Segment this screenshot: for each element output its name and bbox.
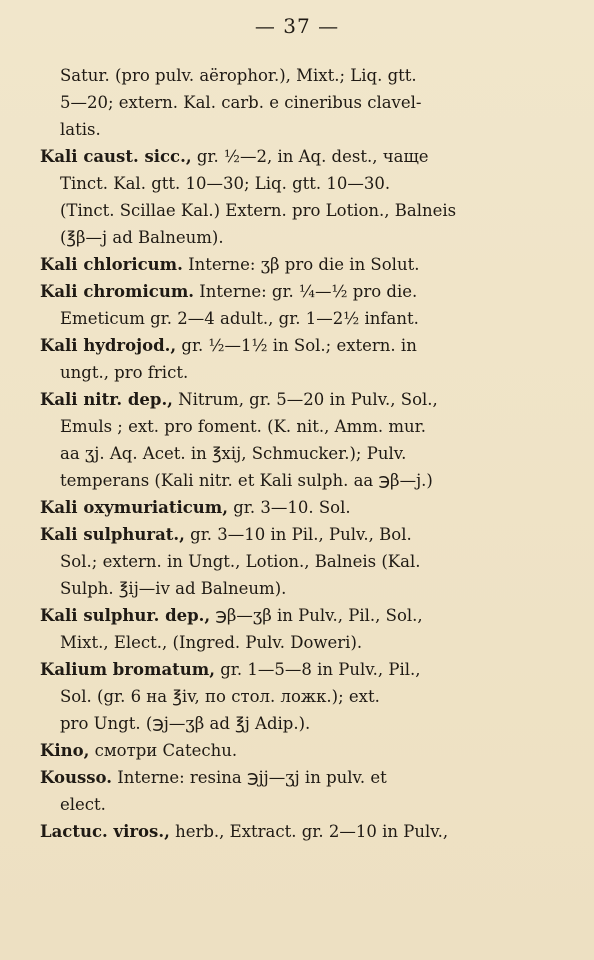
entry-line <box>40 575 550 602</box>
entry <box>40 656 550 737</box>
entry <box>40 62 550 143</box>
entry-text: Interne: resina ℈jj—ʒj in pulv. et <box>112 768 387 787</box>
entry-text: herb., Extract. gr. 2—10 in Pulv., <box>169 822 449 841</box>
entry <box>40 818 550 845</box>
entry-term: Kousso. <box>40 768 113 787</box>
entry-term: Kino, <box>40 741 90 760</box>
entry <box>40 251 550 278</box>
entry-line <box>40 764 550 791</box>
entry-text: (Tinct. Scillae Kal.) Extern. pro Lotion., Balneis <box>60 201 457 220</box>
entry-line <box>40 143 550 170</box>
entry-text: Interne: ʒβ pro die in Solut. <box>182 255 420 274</box>
entry-term: Lactuc. viros., <box>40 822 170 841</box>
entry-text: gr. 3—10. Sol. <box>228 498 351 517</box>
entry-line <box>40 305 550 332</box>
entry-text: Sol. (gr. 6 на ℥iv, по стол. ложк.); ext. <box>60 687 380 706</box>
entry-term: Kali sulphurat., <box>40 525 185 544</box>
entry-line <box>40 170 550 197</box>
entry-text: ℈β—ʒβ in Pulv., Pil., Sol., <box>210 606 423 625</box>
entry-text: aa ʒj. Aq. Acet. in ℥xij, Schmucker.); Pulv. <box>60 444 407 463</box>
entry-line <box>40 413 550 440</box>
page-number: — 37 — <box>254 14 340 38</box>
entry-line <box>40 521 550 548</box>
entry-text: Interne: gr. ¼—½ pro die. <box>194 282 418 301</box>
entry-text: Tinct. Kal. gtt. 10—30; Liq. gtt. 10—30. <box>60 174 391 193</box>
entry-line <box>40 440 550 467</box>
entry-text: pro Ungt. (℈j—ʒβ ad ℥j Adip.). <box>60 714 311 733</box>
entry-text: Emuls ; ext. pro foment. (K. nit., Amm. mur. <box>60 417 426 436</box>
entry-text: (℥β—j ad Balneum). <box>60 228 224 247</box>
entry-text: 5—20; extern. Kal. carb. e cineribus clavel- <box>60 93 422 112</box>
entry-line <box>40 251 550 278</box>
entry-text: latis. <box>60 120 101 139</box>
entry-text: ungt., pro frict. <box>60 363 189 382</box>
entry-text: смотри Catechu. <box>89 741 238 760</box>
entry-line <box>40 656 550 683</box>
entry <box>40 386 550 494</box>
entry-term: Kali chloricum. <box>40 255 183 274</box>
entry-text: gr. ½—2, in Aq. dest., чаще <box>191 147 429 166</box>
entry-line <box>40 278 550 305</box>
entry-line <box>40 818 550 845</box>
entry-line <box>40 116 550 143</box>
entry-line <box>40 467 550 494</box>
entry-term: Kali chromicum. <box>40 282 195 301</box>
entry-line <box>40 683 550 710</box>
entry-line <box>40 710 550 737</box>
entry <box>40 521 550 602</box>
entry-text: Emeticum gr. 2—4 adult., gr. 1—2½ infant. <box>60 309 419 328</box>
entry-term: Kalium bromatum, <box>40 660 215 679</box>
entry-line <box>40 737 550 764</box>
entry-text: gr. 3—10 in Pil., Pulv., Bol. <box>184 525 412 544</box>
entry-text: gr. 1—5—8 in Pulv., Pil., <box>214 660 421 679</box>
entry <box>40 737 550 764</box>
entry-line <box>40 791 550 818</box>
entry-line <box>40 359 550 386</box>
entry-line <box>40 197 550 224</box>
entry-line <box>40 62 550 89</box>
entry-line <box>40 602 550 629</box>
entry-text: Satur. (pro pulv. aërophor.), Mixt.; Liq. gtt. <box>60 66 417 85</box>
entry <box>40 332 550 386</box>
entry-line <box>40 494 550 521</box>
entry-text: gr. ½—1½ in Sol.; extern. in <box>176 336 417 355</box>
entry <box>40 494 550 521</box>
entry-term: Kali oxymuriaticum, <box>40 498 228 517</box>
entry-text: Mixt., Elect., (Ingred. Pulv. Doweri). <box>60 633 363 652</box>
entry <box>40 143 550 251</box>
entry <box>40 764 550 818</box>
entry-text: Sol.; extern. in Ungt., Lotion., Balneis (Kal. <box>60 552 421 571</box>
entry-text: temperans (Kali nitr. et Kali sulph. aa ℈β—j.) <box>60 471 433 490</box>
entry-term: Kali hydrojod., <box>40 336 177 355</box>
entry-list <box>40 62 550 845</box>
entry-line <box>40 332 550 359</box>
entry <box>40 602 550 656</box>
entry-term: Kali sulphur. dep., <box>40 606 211 625</box>
entry-line <box>40 629 550 656</box>
entry-text: elect. <box>60 795 106 814</box>
entry-line <box>40 224 550 251</box>
entry-line <box>40 386 550 413</box>
entry <box>40 278 550 332</box>
entry-line <box>40 89 550 116</box>
entry-text: Nitrum, gr. 5—20 in Pulv., Sol., <box>172 390 438 409</box>
entry-text: Sulph. ℥ij—iv ad Balneum). <box>60 579 287 598</box>
entry-term: Kali caust. sicc., <box>40 147 192 166</box>
entry-line <box>40 548 550 575</box>
entry-term: Kali nitr. dep., <box>40 390 173 409</box>
